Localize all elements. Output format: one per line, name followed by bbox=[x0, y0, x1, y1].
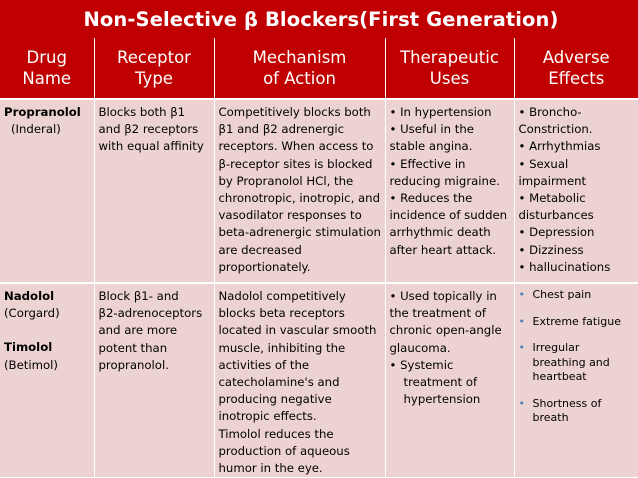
cell-line: • Depression bbox=[518, 225, 595, 240]
cell-receptor bbox=[94, 283, 214, 477]
bullet-icon: • bbox=[518, 314, 525, 328]
cell-line: β1 and β2 adrenergic bbox=[218, 122, 345, 137]
brand-name: (Inderal) bbox=[11, 122, 61, 137]
drug-name: Propranolol bbox=[4, 105, 81, 119]
header-adverse-effects: Adverse Effects bbox=[514, 38, 638, 99]
cell-line: humor in the eye. bbox=[218, 461, 323, 476]
header-mechanism: Mechanism of Action bbox=[214, 38, 385, 99]
cell-line: potent than bbox=[98, 340, 168, 355]
cell-line: • Arrhythmias bbox=[518, 139, 601, 154]
cell-line: Competitively blocks both bbox=[218, 105, 371, 119]
slide-title-text: Non-Selective β Blockers(First Generation) bbox=[83, 7, 559, 31]
effect-line: Irregular bbox=[532, 341, 580, 354]
table-row-nadolol-timolol bbox=[0, 283, 638, 477]
effect-item bbox=[519, 397, 636, 426]
effect-text bbox=[533, 341, 610, 385]
cell-line: propranolol. bbox=[98, 357, 169, 372]
cell-line: producing negative bbox=[218, 392, 332, 407]
table-row-propranolol bbox=[0, 99, 638, 283]
header-drug-name: Drug Name bbox=[0, 38, 94, 99]
cell-line: stable angina. bbox=[389, 139, 473, 154]
cell-line: muscle, inhibiting the bbox=[218, 340, 346, 355]
cell-line: Nadolol competitively bbox=[218, 289, 346, 303]
cell-uses bbox=[385, 283, 514, 477]
cell-line: receptors. When access to bbox=[218, 139, 374, 154]
cell-effects bbox=[514, 99, 638, 283]
cell-uses bbox=[385, 99, 514, 283]
effect-text bbox=[533, 288, 592, 303]
cell-effects-bulleted bbox=[514, 283, 638, 477]
cell-line: hypertension bbox=[403, 392, 481, 407]
cell-line: • Sexual bbox=[518, 156, 569, 171]
effect-item bbox=[519, 315, 636, 330]
effect-line: Extreme fatigue bbox=[532, 314, 622, 328]
effect-item bbox=[519, 341, 636, 385]
effect-line: heartbeat bbox=[532, 370, 587, 383]
cell-line: chronotropic, inotropic, and bbox=[218, 191, 380, 206]
cell-line: treatment of bbox=[403, 375, 478, 390]
cell-line: activities of the bbox=[218, 357, 310, 372]
cell-line: Timolol reduces the bbox=[218, 426, 334, 441]
effect-text bbox=[533, 397, 602, 426]
effect-line: breath bbox=[532, 411, 569, 424]
brand-name: (Betimol) bbox=[4, 357, 58, 372]
cell-line: glaucoma. bbox=[389, 340, 451, 355]
cell-line: with equal affinity bbox=[98, 139, 204, 154]
cell-line: Constriction. bbox=[518, 122, 593, 137]
bullet-icon: • bbox=[518, 341, 525, 354]
header-row bbox=[0, 38, 638, 99]
cell-line: blocks beta receptors bbox=[218, 306, 345, 321]
cell-line: vasodilator responses to bbox=[218, 208, 362, 223]
cell-line: catecholamine's and bbox=[218, 375, 340, 390]
cell-line: • Reduces the bbox=[389, 191, 473, 206]
effect-line: Chest pain bbox=[532, 288, 592, 301]
cell-line: production of aqueous bbox=[218, 443, 350, 458]
cell-line: incidence of sudden bbox=[389, 208, 508, 223]
cell-line: beta-adrenergic stimulation bbox=[218, 225, 381, 240]
cell-line: • Systemic bbox=[389, 357, 454, 372]
cell-line: and are more bbox=[98, 323, 178, 338]
brand-name: (Corgard) bbox=[4, 306, 60, 321]
cell-line: • Broncho- bbox=[518, 105, 582, 119]
drug-name: Nadolol bbox=[4, 289, 55, 303]
cell-line: • hallucinations bbox=[518, 259, 611, 274]
header-therapeutic-uses: Therapeutic Uses bbox=[385, 38, 514, 99]
cell-line: β2-adrenoceptors bbox=[98, 306, 203, 321]
effect-line: Shortness of bbox=[532, 396, 602, 410]
cell-line: • Dizziness bbox=[518, 242, 584, 257]
cell-drug-name bbox=[0, 99, 94, 283]
cell-line: disturbances bbox=[518, 208, 594, 223]
cell-mechanism bbox=[214, 283, 385, 477]
slide-title bbox=[0, 0, 638, 38]
cell-line: proportionately. bbox=[218, 259, 311, 274]
cell-line: • Effective in bbox=[389, 156, 466, 171]
cell-line: after heart attack. bbox=[389, 242, 497, 257]
cell-mechanism bbox=[214, 99, 385, 283]
cell-line: • Metabolic bbox=[518, 191, 586, 206]
cell-line: • Used topically in bbox=[389, 289, 497, 303]
cell-line: are decreased bbox=[218, 242, 302, 257]
cell-line: located in vascular smooth bbox=[218, 323, 377, 338]
bullet-icon: • bbox=[518, 396, 525, 410]
effect-text bbox=[533, 315, 622, 330]
cell-line: by Propranolol HCl, the bbox=[218, 173, 354, 188]
cell-receptor bbox=[94, 99, 214, 283]
cell-line: β-receptor sites is blocked bbox=[218, 156, 373, 171]
cell-line: reducing migraine. bbox=[389, 173, 500, 188]
cell-line: Block β1- and bbox=[98, 289, 179, 303]
cell-line: the treatment of bbox=[389, 306, 487, 321]
cell-line: inotropic effects. bbox=[218, 409, 317, 424]
cell-line: Blocks both β1 bbox=[98, 105, 186, 119]
cell-line: impairment bbox=[518, 173, 587, 188]
drug-name: Timolol bbox=[4, 340, 53, 355]
cell-line: chronic open-angle bbox=[389, 323, 502, 338]
header-receptor-type: Receptor Type bbox=[94, 38, 214, 99]
cell-line: and β2 receptors bbox=[98, 122, 199, 137]
bullet-icon: • bbox=[518, 288, 525, 301]
cell-line: arrhythmic death bbox=[389, 225, 491, 240]
cell-drug-name bbox=[0, 283, 94, 477]
cell-line: • In hypertension bbox=[389, 105, 492, 119]
drug-table bbox=[0, 38, 638, 477]
effect-item bbox=[519, 288, 636, 303]
cell-line: • Useful in the bbox=[389, 122, 474, 137]
effect-line: breathing and bbox=[532, 355, 610, 369]
